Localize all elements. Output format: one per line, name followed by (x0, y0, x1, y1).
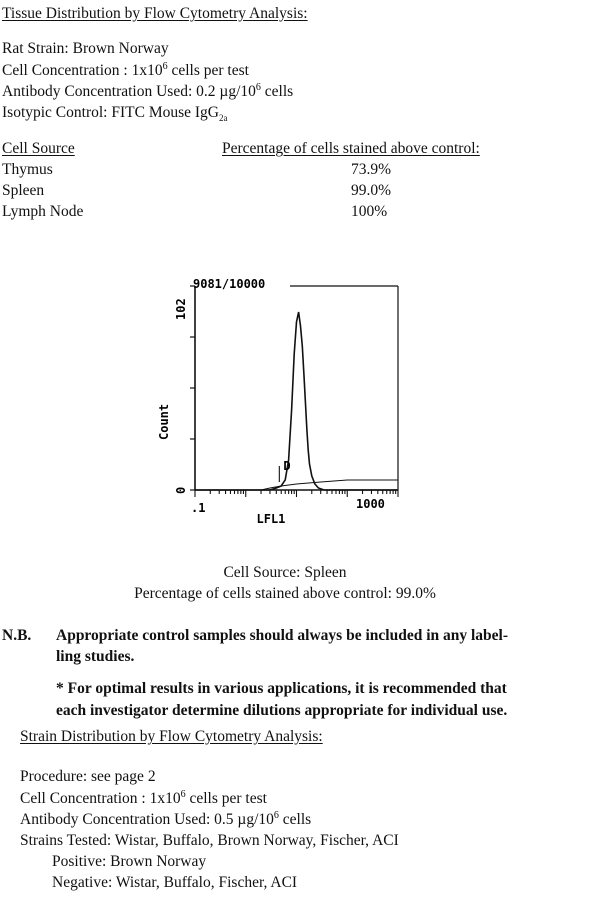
table-header-percentage: Percentage of cells stained above control: (222, 140, 480, 157)
table-row-pct: 73.9% (351, 161, 392, 178)
antibody-concentration: Antibody Concentration Used: 0.2 $\mu g/10^6$ cells (2, 82, 294, 100)
chart-title: 9081/10000 (193, 277, 266, 291)
nb-label: N.B. (2, 627, 32, 644)
table-header-cell-source: Cell Source (2, 140, 75, 157)
caption-cell-source: Cell Source: Spleen (223, 564, 347, 581)
stained-histogram-line (195, 312, 398, 490)
table-row-pct: 99.0% (351, 182, 392, 199)
nb-text-line2: ling studies. (56, 648, 135, 665)
caption-percentage: Percentage of cells stained above control: 99.0% (134, 585, 436, 602)
y-axis-label: Count (157, 403, 171, 440)
isotypic-control: Isotypic Control: FITC Mouse IgG$_{2a}$ (2, 104, 228, 123)
control-histogram-line (195, 480, 398, 490)
positive-strains: Positive: Brown Norway (52, 853, 207, 870)
strain-antibody-concentration: Antibody Concentration Used: 0.5 $\mu g/10^6$ cells (20, 810, 312, 828)
cell-concentration: Cell Concentration : $1x10^6$ cells per test (2, 61, 249, 79)
strain-cell-concentration: Cell Concentration : $1x10^6$ cells per test (20, 789, 267, 807)
procedure: Procedure: see page 2 (20, 768, 156, 785)
tissue-heading: Tissue Distribution by Flow Cytometry Analysis: (2, 5, 308, 22)
gate-marker-label: D (283, 459, 291, 473)
table-row-pct: 100% (351, 203, 388, 220)
x-tick-label: .1 (191, 501, 206, 515)
strain-heading: Strain Distribution by Flow Cytometry Analysis: (20, 728, 323, 745)
table-row-source: Spleen (2, 182, 45, 199)
recommendation-line1: * For optimal results in various applications, it is recommended that (56, 680, 507, 697)
flow-cytometry-histogram (140, 262, 430, 532)
recommendation-line2: each investigator determine dilutions appropriate for individual use. (56, 702, 508, 719)
y-tick-label: 102 (174, 298, 188, 320)
rat-strain: Rat Strain: Brown Norway (2, 40, 169, 57)
x-tick-label: 1000 (356, 497, 385, 511)
negative-strains: Negative: Wistar, Buffalo, Fischer, ACI (52, 874, 298, 891)
strains-tested: Strains Tested: Wistar, Buffalo, Brown Norway, Fischer, ACI (20, 832, 399, 849)
nb-text-line1: Appropriate control samples should always be included in any label- (56, 627, 509, 644)
y-tick-label: 0 (174, 486, 188, 494)
x-axis-label: LFL1 (256, 512, 286, 526)
table-row-source: Thymus (2, 161, 53, 178)
table-row-source: Lymph Node (2, 203, 84, 220)
